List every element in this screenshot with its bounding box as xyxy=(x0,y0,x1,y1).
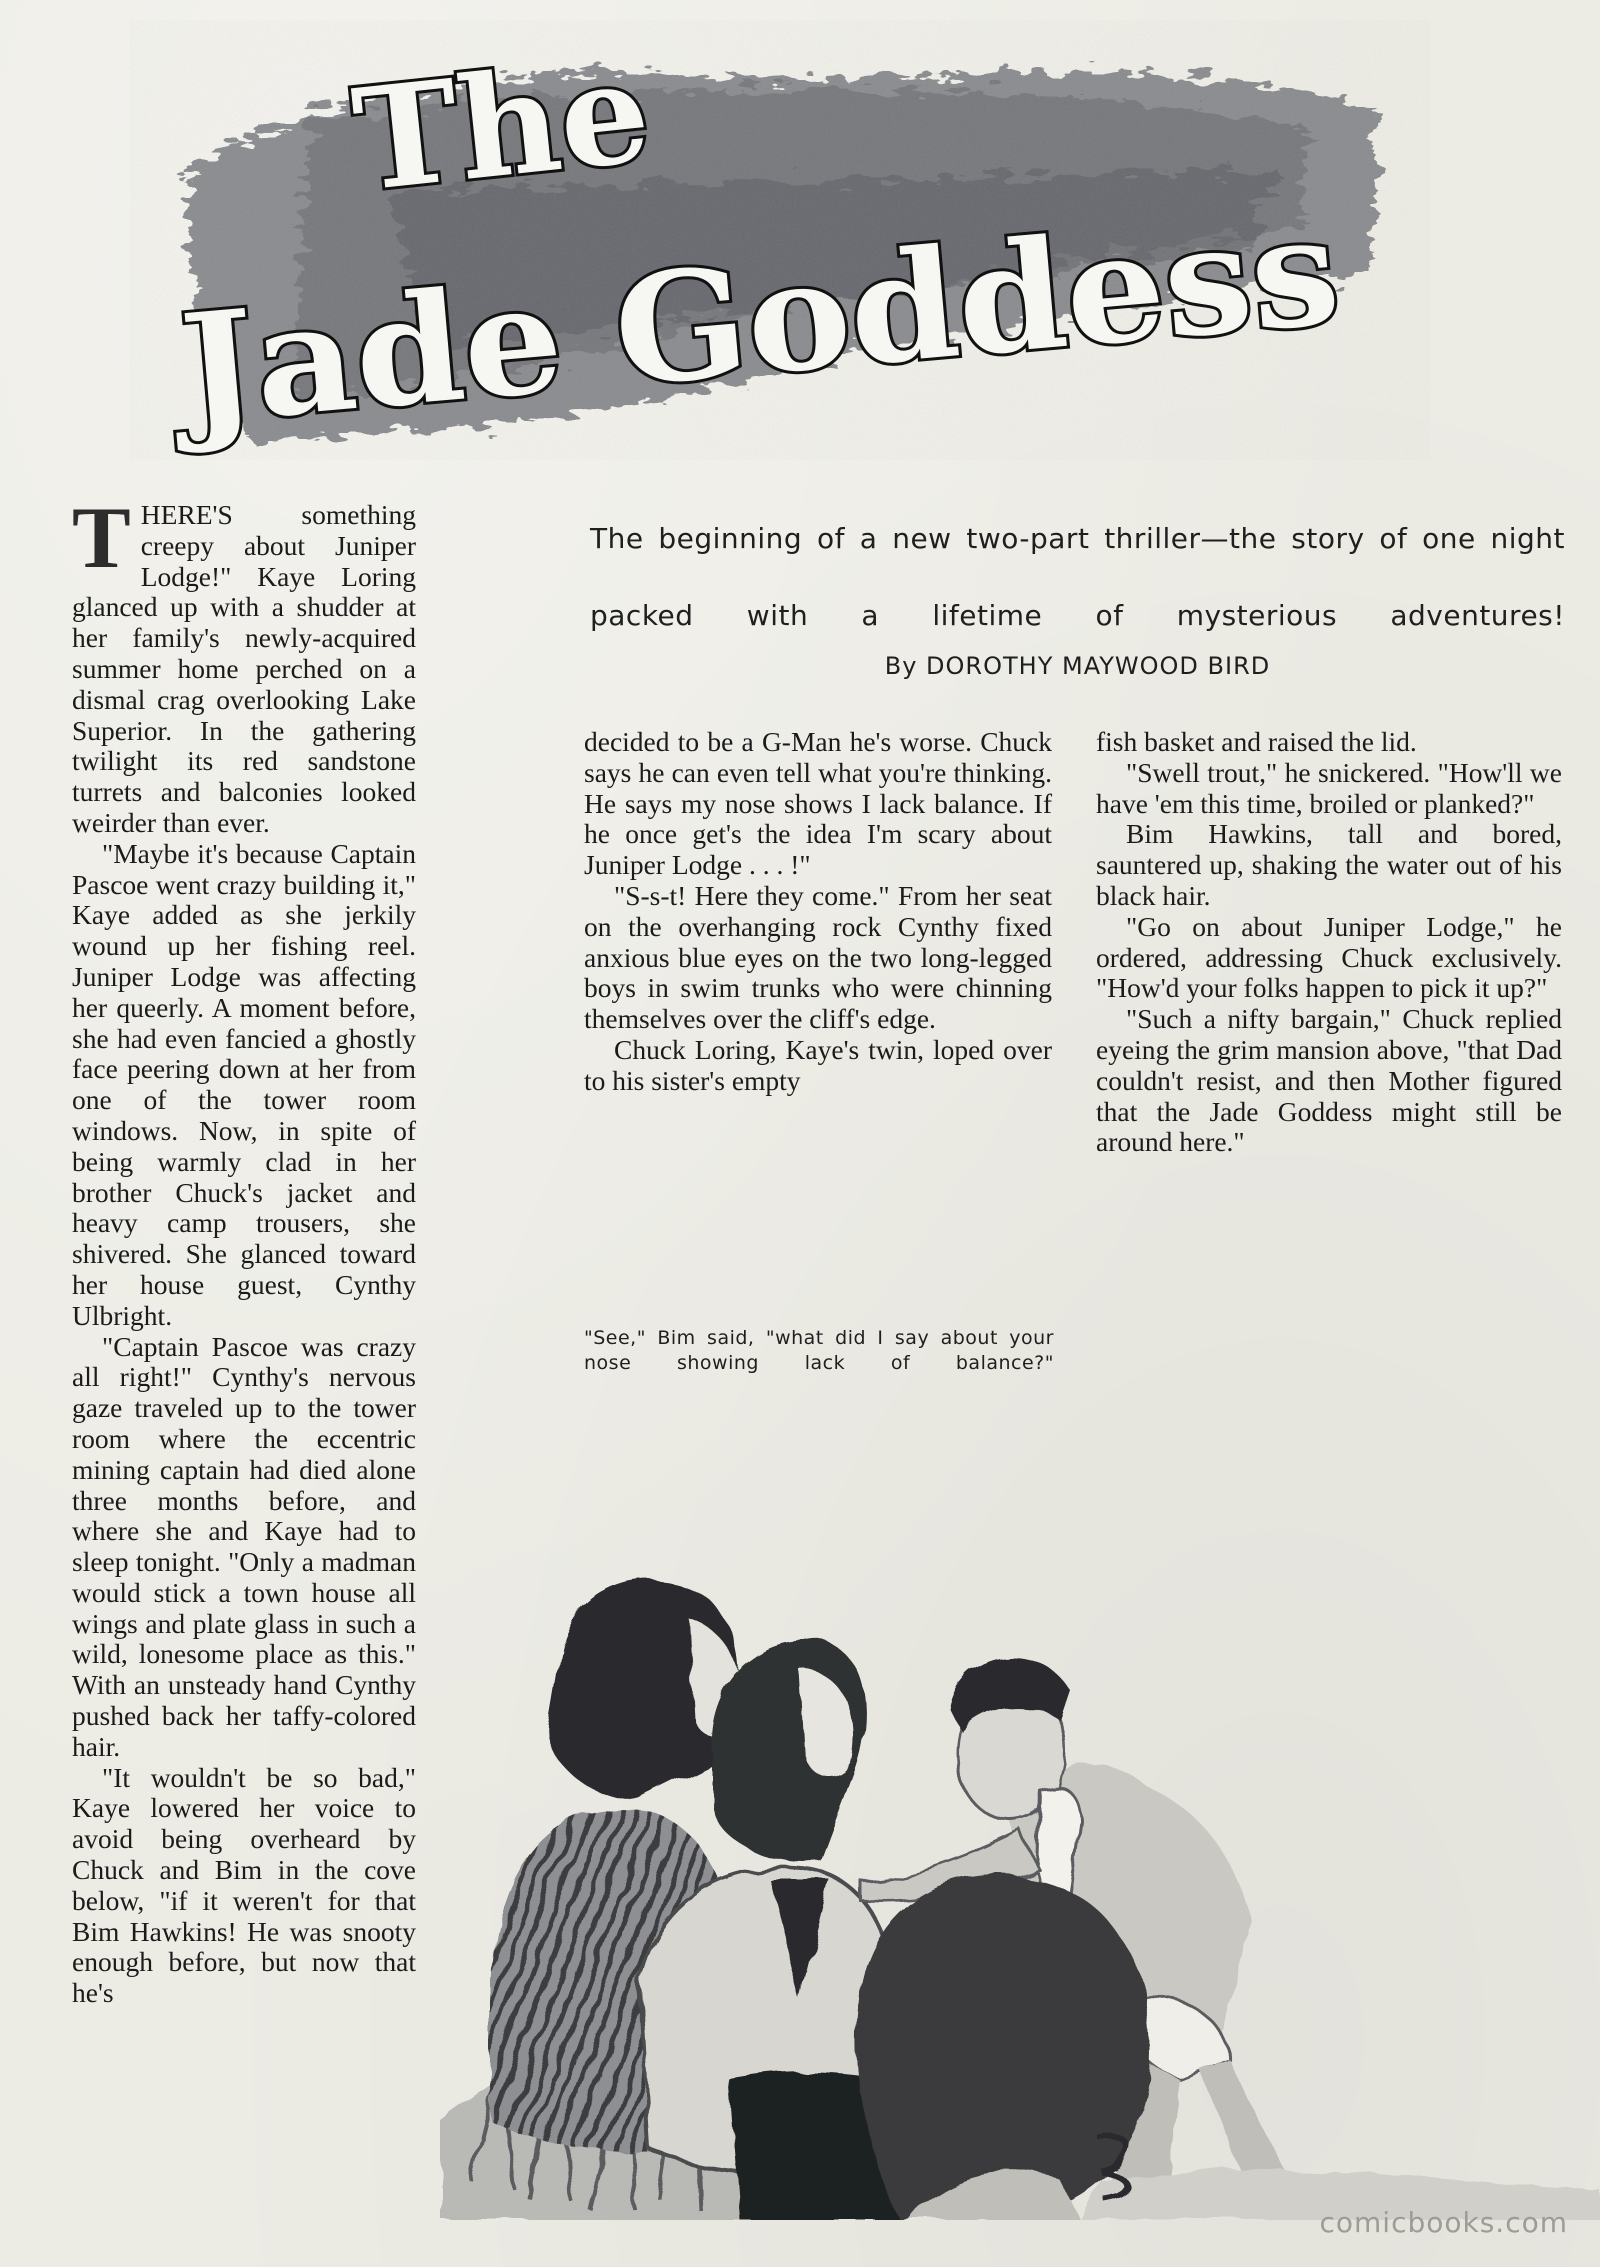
story-paragraph: fish basket and raised the lid. xyxy=(1096,726,1417,757)
title-line-1: The xyxy=(346,29,657,224)
story-paragraph: "Such a nifty bargain," Chuck replied eyeing the grim mansion above, "that Dad couldn't resist, and then Mother figured that the Jade Goddess might still be around here." xyxy=(1096,1003,1562,1158)
story-paragraph: "Maybe it's because Captain Pascoe went crazy building it," Kaye added as she jerkily wound up her fishing reel. Juniper Lodge was affecting her queerly. A moment before, she had even fancied a ghostly face peering down at her from one of the tower room windows. Now, in spite of being warmly clad in her brother Chuck's jacket and heavy camp trousers, she shivered. She glanced toward her house guest, Cynthy Ulbright. xyxy=(72,837,416,1331)
story-paragraph: decided to be a G-Man he's worse. Chuck says he can even tell what you're thinking. He says my nose shows I lack balance. If he once get's the idea I'm scary about Juniper Lodge . . . !" xyxy=(584,726,1052,881)
brush-stroke-background xyxy=(130,20,1430,460)
story-deck: The beginning of a new two-part thriller—the story of one night packed with a lifetime of mysterious adventures! xyxy=(590,522,1565,632)
story-column-middle xyxy=(584,727,1052,1097)
watermark: comicbooks.com xyxy=(1319,2206,1568,2239)
story-illustration xyxy=(440,1360,1600,2220)
story-column-left xyxy=(72,490,416,2009)
story-paragraph: Chuck Loring, Kaye's twin, loped over to his sister's empty xyxy=(584,1033,1052,1096)
title-line-2: Jade Goddess xyxy=(174,185,1309,459)
byline: By DOROTHY MAYWOOD BIRD xyxy=(884,652,1271,680)
story-paragraph: "Swell trout," he snickered. "How'll we have 'em this time, broiled or planked?" xyxy=(1096,756,1562,819)
story-paragraph: "Captain Pascoe was crazy all right!" Cynthy's nervous gaze traveled up to the tower room where the eccentric mining captain had died alone three months before, and where she and Kaye had to sleep tonight. "Only a madman would stick a town house all wings and plate glass in such a wild, lonesome place as this." With an unsteady hand Cynthy pushed back her taffy-colored hair. xyxy=(72,1330,416,1762)
story-paragraph: "S-s-t! Here they come." From her seat on the overhanging rock Cynthy fixed anxious blue eyes on the two long-legged boys in swim trunks who were chinning themselves over the cliff's edge. xyxy=(584,879,1052,1035)
story-paragraph: Bim Hawkins, tall and bored, sauntered up, shaking the water out of his black hair. xyxy=(1096,818,1562,911)
title-banner xyxy=(130,20,1430,460)
story-column-right xyxy=(1096,727,1562,1158)
story-paragraph: "Go on about Juniper Lodge," he ordered, addressing Chuck exclusively. "How'd your folks happen to pick it up?" xyxy=(1096,910,1562,1004)
drop-cap: T xyxy=(72,490,131,587)
story-paragraph: "It wouldn't be so bad," Kaye lowered her voice to avoid being overheard by Chuck and Bim in the cove below, "if it weren't for that Bim Hawkins! He was snooty enough before, but now that he's xyxy=(72,1761,416,2009)
illustration-caption: "See," Bim said, "what did I say about your nose showing lack of balance?" xyxy=(584,1327,1054,1374)
story-paragraph: HERE'S something creepy about Juniper Lodge!" Kaye Loring glanced up with a shudder at her family's newly-acquired summer home perched on a dismal crag overlooking Lake Superior. In the gathering twilight its red sandstone turrets and balconies looked weirder than ever. xyxy=(72,499,416,838)
